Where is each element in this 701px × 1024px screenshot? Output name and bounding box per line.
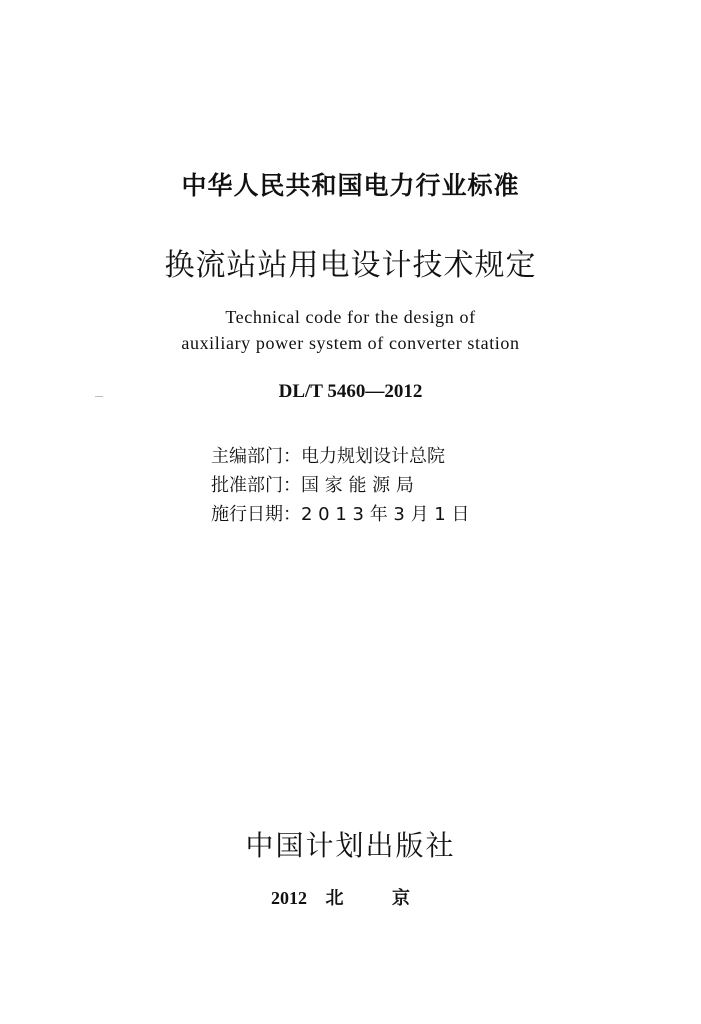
standard-code: DL/T 5460—2012 <box>278 381 423 402</box>
info-label: 主编部门 <box>211 446 283 467</box>
english-title-line-2: auxiliary power system of converter station <box>181 333 520 353</box>
info-value: 国 家 能 源 局 <box>301 475 414 496</box>
effective-date-row <box>211 500 470 529</box>
info-separator: ： <box>283 475 301 496</box>
info-label: 批准部门 <box>211 475 283 496</box>
publisher-name: 中国计划出版社 <box>245 829 456 862</box>
approval-department-row <box>211 471 470 500</box>
info-separator: ： <box>283 446 301 467</box>
info-value: 电力规划设计总院 <box>301 446 445 467</box>
info-label: 施行日期 <box>211 504 283 525</box>
publication-year-city <box>271 884 410 910</box>
editor-department-row <box>211 442 470 471</box>
standard-organization: 中华人民共和国电力行业标准 <box>181 171 520 200</box>
document-title-chinese: 换流站站用电设计技术规定 <box>164 248 537 283</box>
publication-city-char-1: 北 <box>325 888 344 909</box>
issue-info-block <box>211 442 470 529</box>
publication-year: 2012 <box>271 888 307 908</box>
info-value: 2 0 1 3 年 3 月 1 日 <box>301 504 470 525</box>
publication-city-char-2: 京 <box>392 888 410 909</box>
document-title-english <box>0 304 701 356</box>
english-title-line-1: Technical code for the design of <box>225 307 476 327</box>
info-separator: ： <box>283 504 301 525</box>
